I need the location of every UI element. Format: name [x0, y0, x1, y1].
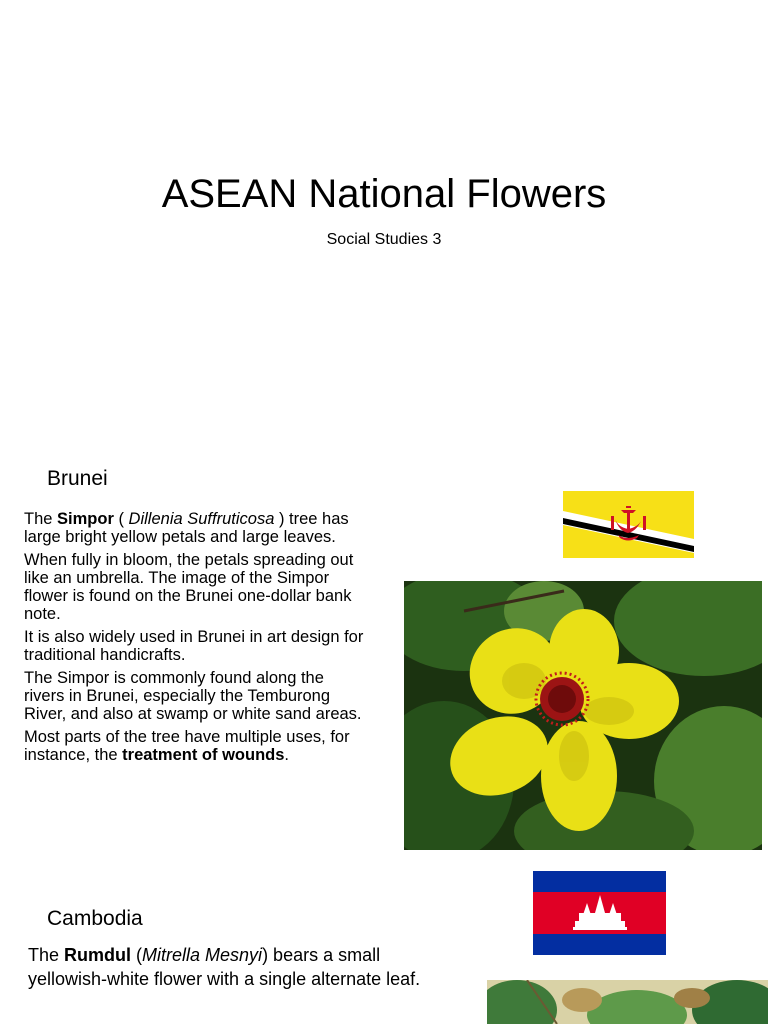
- brunei-paragraph-4: The Simpor is commonly found along the rivers in Brunei, especially the Temburong River, and also at swamp or white sand areas.: [24, 669, 362, 723]
- brunei-heading: Brunei: [47, 467, 108, 490]
- brunei-flag-image: [563, 491, 694, 558]
- cambodia-heading: Cambodia: [47, 907, 143, 930]
- text: The: [24, 510, 58, 528]
- flower-name-rumdul: Rumdul: [64, 945, 132, 965]
- flower-name-simpor: Simpor: [57, 510, 114, 528]
- text: (: [131, 945, 143, 965]
- rumdul-flower-photo: [487, 980, 768, 1024]
- text: Most parts of the tree have multiple uses, for instance, the: [24, 728, 350, 764]
- scientific-name: Dillenia Suffruticosa: [128, 510, 275, 528]
- brunei-paragraph-1: [24, 510, 364, 546]
- cambodia-flag-image: [533, 871, 666, 955]
- text: .: [284, 746, 290, 764]
- text: (: [113, 510, 129, 528]
- text: ) tree has large bright yellow petals and large leaves.: [24, 510, 349, 546]
- slide-subtitle: Social Studies 3: [326, 231, 442, 248]
- cambodia-paragraph-1: [28, 943, 448, 991]
- brunei-description: [24, 510, 364, 769]
- scientific-name: Mitrella Mesnyi: [142, 945, 263, 965]
- brunei-paragraph-2: When fully in bloom, the petals spreading out like an umbrella. The image of the Simpor flower is found on the Brunei one-dollar bank note.: [24, 551, 354, 623]
- brunei-paragraph-5: [24, 728, 364, 764]
- slide-title: ASEAN National Flowers: [161, 172, 607, 216]
- simpor-flower-photo: [404, 581, 762, 850]
- text: The: [28, 945, 65, 965]
- brunei-paragraph-3: It is also widely used in Brunei in art design for traditional handicrafts.: [24, 628, 364, 664]
- cambodia-description: [28, 943, 448, 991]
- text: ) bears a small yellowish-white flower with a single alternate leaf.: [28, 945, 421, 989]
- bold-phrase: treatment of wounds: [122, 746, 285, 764]
